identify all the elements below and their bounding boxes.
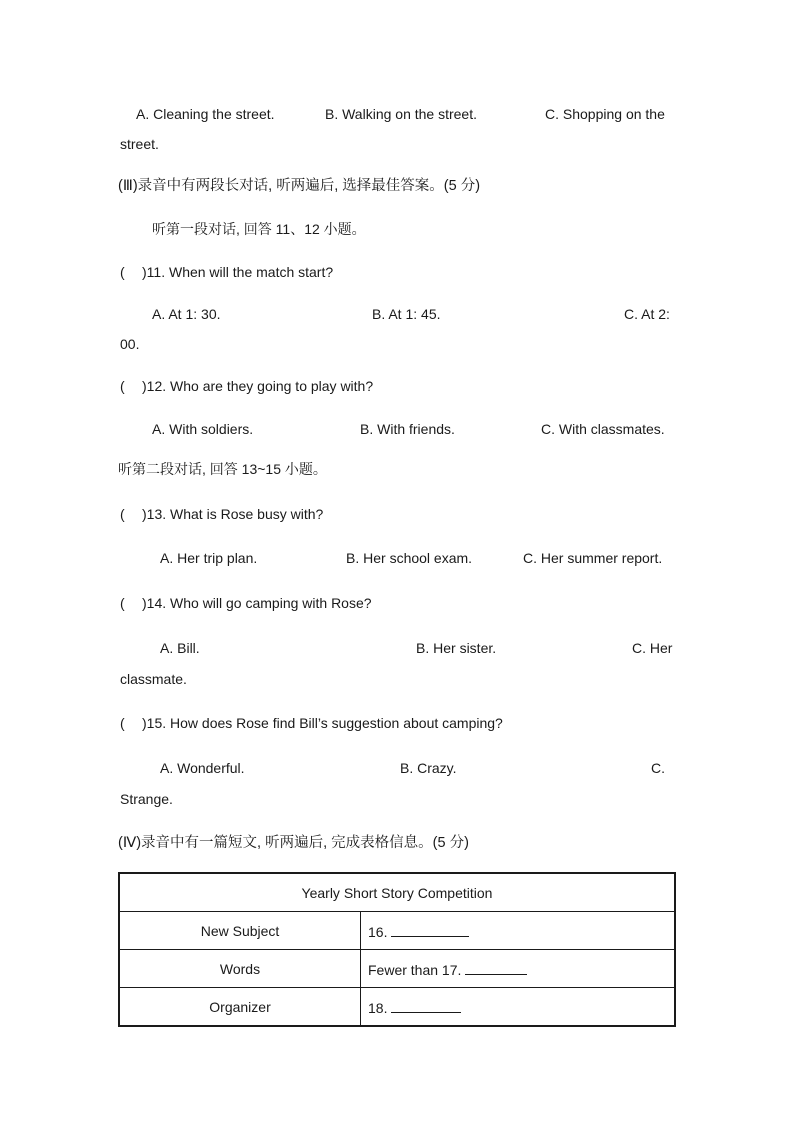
q15-option-c: C. (651, 760, 665, 776)
q12-option-c: C. With classmates. (541, 421, 665, 437)
row-value-organizer (361, 988, 676, 1027)
q13-option-c: C. Her summer report. (523, 550, 663, 566)
q11-option-a: A. At 1: 30. (152, 306, 221, 322)
row-value-words (361, 950, 676, 988)
question-16-number: 16. (368, 923, 388, 940)
table-title: Yearly Short Story Competition (119, 873, 675, 912)
competition-info-table (118, 872, 676, 1027)
row-label-new-subject: New Subject (119, 912, 361, 950)
dialogue-1-intro: 听第一段对话, 回答 11、12 小题。 (152, 221, 366, 237)
q14-stem: )14. Who will go camping with Rose? (142, 595, 372, 611)
q13-stem: )13. What is Rose busy with? (142, 506, 324, 522)
q14-option-a: A. Bill. (160, 640, 200, 656)
q12-bracket: ( (120, 378, 125, 394)
row-label-words: Words (119, 950, 361, 988)
q10-option-c-continued: street. (120, 136, 159, 152)
question-17-text: Fewer than 17. (368, 961, 462, 978)
dialogue-2-intro: 听第二段对话, 回答 13~15 小题。 (118, 461, 327, 477)
answer-blank-16[interactable] (391, 922, 469, 937)
q15-bracket: ( (120, 715, 125, 731)
q11-option-b: B. At 1: 45. (372, 306, 441, 322)
q10-option-b: B. Walking on the street. (325, 106, 477, 122)
q14-option-b: B. Her sister. (416, 640, 497, 656)
q11-option-c: C. At 2: (624, 306, 670, 322)
question-18-number: 18. (368, 999, 388, 1016)
q14-bracket: ( (120, 595, 125, 611)
row-label-organizer: Organizer (119, 988, 361, 1027)
q11-stem: )11. When will the match start? (142, 264, 334, 280)
q13-option-b: B. Her school exam. (346, 550, 473, 566)
q15-stem: )15. How does Rose find Bill’s suggestion about camping? (142, 715, 503, 731)
table-row (119, 988, 675, 1027)
q12-option-b: B. With friends. (360, 421, 455, 437)
table-row (119, 950, 675, 988)
answer-blank-17[interactable] (465, 960, 527, 975)
q14-option-c: C. Her (632, 640, 673, 656)
q11-option-c-continued: 00. (120, 336, 140, 352)
q14-option-c-continued: classmate. (120, 671, 187, 687)
q13-bracket: ( (120, 506, 125, 522)
section-3-heading: (Ⅲ)录音中有两段长对话, 听两遍后, 选择最佳答案。(5 分) (118, 178, 481, 194)
q12-option-a: A. With soldiers. (152, 421, 254, 437)
q13-option-a: A. Her trip plan. (160, 550, 258, 566)
q15-option-a: A. Wonderful. (160, 760, 245, 776)
table-row (119, 912, 675, 950)
answer-blank-18[interactable] (391, 998, 461, 1013)
q10-option-c: C. Shopping on the (545, 106, 665, 122)
section-4-heading: (Ⅳ)录音中有一篇短文, 听两遍后, 完成表格信息。(5 分) (118, 835, 469, 851)
q15-option-b: B. Crazy. (400, 760, 457, 776)
q11-bracket: ( (120, 264, 125, 280)
q12-stem: )12. Who are they going to play with? (142, 378, 374, 394)
q15-option-c-continued: Strange. (120, 791, 173, 807)
row-value-new-subject (361, 912, 676, 950)
q10-option-a: A. Cleaning the street. (136, 106, 275, 122)
